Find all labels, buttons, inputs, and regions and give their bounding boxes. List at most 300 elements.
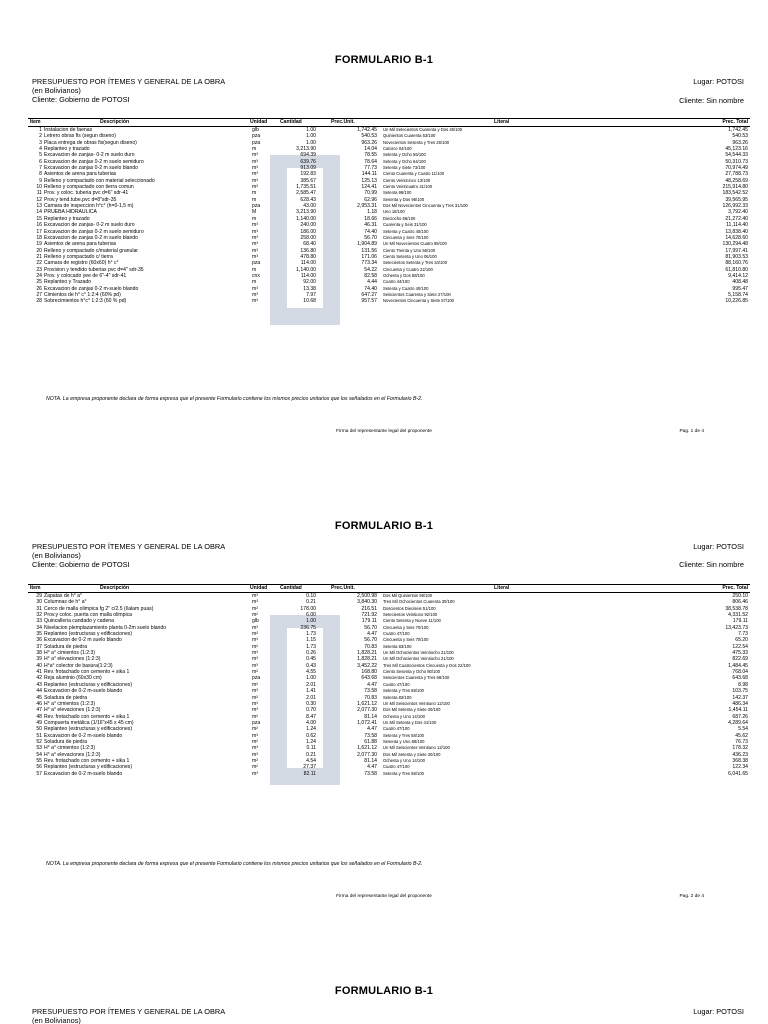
- item-literal: Quinientos Cuarenta 53/100: [383, 133, 436, 139]
- item-unit: m³: [252, 662, 258, 669]
- item-total: 76.73: [735, 738, 748, 745]
- item-total: 3,792.40: [728, 209, 748, 216]
- item-unit-price: 70.83: [364, 694, 377, 701]
- item-unit-price: 4.47: [367, 726, 377, 733]
- item-number: 37: [36, 643, 42, 650]
- item-number: 2: [39, 133, 42, 140]
- item-quantity: 1,140.00: [296, 266, 316, 273]
- item-number: 26: [36, 285, 42, 292]
- item-total: 963.26: [732, 139, 748, 146]
- budget-table-1: [28, 118, 750, 305]
- item-total: 8.98: [738, 681, 748, 688]
- col-desc: Descripción: [100, 119, 130, 125]
- item-number: 8: [39, 171, 42, 178]
- item-literal: Ciento Treinta y Uno 56/100: [383, 247, 436, 253]
- item-quantity: 385.67: [300, 177, 316, 184]
- header-line1: PRESUPUESTO POR ÍTEMES Y GENERAL DE LA OBRA: [32, 542, 226, 551]
- item-unit-price: 540.53: [361, 133, 377, 140]
- item-number: 33: [36, 618, 42, 625]
- item-literal: Dos Mil Quinientos 98/100: [383, 593, 433, 598]
- item-unit: m²: [252, 713, 258, 720]
- item-literal: Cincuenta y Seis 70/100: [383, 234, 429, 240]
- item-unit-price: 73.58: [364, 732, 377, 739]
- item-description: Replanteo (estructuras y edificaciones): [44, 764, 133, 771]
- item-unit: m³: [252, 177, 258, 184]
- item-description: Rev. frotachado con cemento + sika 1: [44, 713, 130, 720]
- item-unit-price: 56.70: [364, 637, 377, 644]
- header-client: Cliente: Gobierno de POTOSI: [32, 560, 130, 569]
- item-unit-price: 62.96: [364, 196, 377, 203]
- item-quantity: 1.41: [306, 688, 316, 695]
- item-unit-price: 1,828.21: [357, 656, 377, 663]
- item-description: Excavacion de zanjas- 0-2 m suelo duro: [44, 152, 135, 159]
- col-item: Item: [30, 119, 41, 125]
- item-total: 27,788.73: [725, 171, 748, 178]
- document-page-1: [0, 0, 768, 490]
- item-unit: m³: [252, 700, 258, 707]
- item-unit-price: 1,621.12: [357, 745, 377, 752]
- header-line2: (en Bolivianos): [32, 86, 81, 95]
- item-quantity: 4.55: [306, 669, 316, 676]
- item-quantity: 1.00: [306, 133, 316, 140]
- item-literal: Cincuenta y Cuatro 22/100: [383, 266, 433, 272]
- item-quantity: 1.00: [306, 675, 316, 682]
- item-quantity: 3,213.90: [296, 146, 316, 153]
- item-description: Columnas de h° a°: [44, 599, 87, 606]
- item-unit-price: 1,828.21: [357, 650, 377, 657]
- item-description: Cerco de malla olimpica fg 2" c/2.5 (l/alam puas): [44, 605, 154, 612]
- item-unit-price: 2,500.98: [357, 593, 377, 599]
- item-number: 40: [36, 662, 42, 669]
- header-place: Lugar: POTOSI: [693, 542, 744, 551]
- item-total: 1,454.11: [728, 707, 748, 714]
- col-qty: Cantidad: [280, 119, 302, 125]
- col-total: Prec. Total: [722, 585, 748, 591]
- item-literal: Ciento Veinticinco 13/100: [383, 177, 431, 183]
- item-description: Cimientos de h° c° 1:2:4 (60% pd): [44, 291, 121, 298]
- item-unit: cnx: [252, 272, 260, 279]
- item-total: 486.34: [732, 700, 748, 707]
- item-literal: Cuatro 44/100: [383, 279, 410, 285]
- item-literal: Setenta 99/100: [383, 190, 412, 196]
- item-number: 11: [36, 190, 42, 197]
- item-literal: Setenta y Cuatro 40/100: [383, 285, 429, 291]
- item-number: 12: [36, 196, 42, 203]
- item-total: 5.54: [738, 726, 748, 733]
- item-total: 13,423.73: [725, 624, 748, 631]
- item-literal: Sesenta y Dos 96/100: [383, 196, 425, 202]
- item-description: Prov.y tend.tube.pvc d=8"sdr-35: [44, 196, 117, 203]
- item-literal: Cuatro 47/100: [383, 764, 410, 770]
- item-literal: Setenta y Tres 58/100: [383, 770, 424, 776]
- item-literal: Un Mil Ochocientos Veintiocho 21/100: [383, 650, 454, 656]
- item-unit: m³: [252, 234, 258, 241]
- item-total: 9,414.12: [728, 272, 748, 279]
- item-number: 16: [36, 222, 42, 229]
- item-unit-price: 74.40: [364, 228, 377, 235]
- item-literal: Setenta y Ocho 64/100: [383, 158, 426, 164]
- item-literal: Ciento Setenta y Uno 06/100: [383, 253, 437, 259]
- item-total: 103.75: [732, 688, 748, 695]
- item-unit-price: 179.11: [361, 618, 377, 625]
- item-total: 17,997.41: [725, 247, 748, 254]
- item-total: 995.47: [732, 285, 748, 292]
- item-number: 22: [36, 260, 42, 267]
- item-number: 25: [36, 279, 42, 286]
- item-total: 126,992.33: [722, 203, 748, 210]
- item-unit: glb: [252, 127, 259, 133]
- item-total: 54,544.33: [725, 152, 748, 159]
- item-number: 15: [36, 215, 42, 222]
- item-literal: Setenta y Cuatro 40/100: [383, 228, 429, 234]
- item-literal: Dos Mil Novecientos Cincuenta y Tres 31/100: [383, 203, 468, 209]
- col-unit: Unidad: [250, 119, 268, 125]
- item-description: Excavacion de zanjas 0-2 m-suelo blando: [44, 285, 139, 292]
- item-description: Sobrecimientos h°c° 1:2:3 (60 % pd): [44, 298, 127, 305]
- item-description: Prov. y coloc. tuberia pvc d=6" sdr-41: [44, 190, 129, 197]
- item-unit-price: 56.70: [364, 624, 377, 631]
- item-description: Excavacion de zanjas 0-2 m suelo blando: [44, 234, 139, 241]
- item-unit: m: [252, 215, 257, 222]
- item-description: Replanteo (estructuras y edificaciones): [44, 631, 133, 638]
- item-number: 46: [36, 700, 42, 707]
- item-number: 31: [36, 605, 42, 612]
- item-description: Replanteo (estructuras y edificaciones): [44, 681, 133, 688]
- item-quantity: 43.00: [303, 203, 316, 210]
- item-unit-price: 3,840.30: [357, 599, 377, 606]
- item-unit-price: 216.51: [361, 605, 377, 612]
- item-description: H° a° elevaciones (1:2:3): [44, 751, 101, 758]
- item-number: 47: [36, 707, 42, 714]
- item-literal: Doscientos Dieciseis 51/100: [383, 605, 436, 611]
- item-unit-price: 81.14: [364, 713, 377, 720]
- item-unit: m³: [252, 688, 258, 695]
- item-description: Prov.y coloc. puerta con malla olimpica: [44, 612, 132, 619]
- item-unit-price: 4.44: [367, 279, 377, 286]
- item-literal: Seiscientos Cuarenta y Siete 27/100: [383, 291, 451, 297]
- item-total: 81,903.53: [725, 253, 748, 260]
- item-number: 27: [36, 291, 42, 298]
- item-total: 11,114.40: [726, 222, 748, 229]
- item-quantity: 7.97: [306, 291, 316, 298]
- item-description: Excavacion de zanjas 0-2 m suelo semiduro: [44, 158, 144, 165]
- item-description: Zapatas de h° a°: [44, 593, 83, 599]
- item-number: 56: [36, 764, 42, 771]
- item-number: 41: [36, 669, 42, 676]
- item-quantity: 2,585.47: [296, 190, 316, 197]
- table-row: [28, 771, 750, 777]
- item-unit-price: 56.70: [364, 234, 377, 241]
- item-quantity: 0.26: [306, 650, 316, 657]
- form-title: FORMULARIO B-1: [334, 985, 434, 997]
- item-unit-price: 144.11: [361, 171, 377, 178]
- item-quantity: 114.00: [300, 272, 316, 279]
- header-block: [32, 1007, 225, 1024]
- item-literal: Tres Mil Ochocientos Cuarenta 30/100: [383, 599, 455, 605]
- item-quantity: 92.00: [303, 279, 316, 286]
- item-unit: pza: [252, 203, 261, 210]
- item-number: 29: [36, 593, 42, 599]
- item-number: 18: [36, 234, 42, 241]
- item-unit-price: 721.92: [361, 612, 377, 619]
- item-total: 122.54: [732, 643, 748, 650]
- item-literal: Dos Mil Setenta y Siete 30/100: [383, 707, 441, 713]
- item-number: 1: [39, 127, 42, 133]
- item-total: 130,294.48: [722, 241, 748, 248]
- item-unit-price: 3,452.22: [357, 662, 377, 669]
- page-number: Pag. 2 de 4: [679, 894, 704, 899]
- item-number: 51: [36, 732, 42, 739]
- item-description: Replanteo (estructuras y edificaciones): [44, 726, 133, 733]
- item-quantity: 0.45: [306, 656, 316, 663]
- item-quantity: 68.40: [303, 241, 316, 248]
- item-description: Camara de inspeccion h°c° (h=0-1,5 m): [44, 203, 134, 210]
- item-description: Instalacion de faenas: [44, 127, 93, 133]
- item-description: H° a° elevaciones (1:2:3): [44, 656, 101, 663]
- item-literal: Tres Mil Cuatrocientos Cincuenta y Dos 22/100: [383, 662, 471, 668]
- document-page-3: [0, 975, 768, 1024]
- item-total: 45,123.16: [725, 146, 748, 153]
- item-literal: Seiscientos Cuarenta y Tres 68/100: [383, 675, 450, 681]
- item-total: 70,974.49: [725, 165, 748, 172]
- item-total: 1,742.45: [728, 127, 748, 133]
- item-unit: m²: [252, 612, 258, 619]
- item-unit: m³: [252, 171, 258, 178]
- item-description: PRUEBA HIDRAULICA: [44, 209, 97, 216]
- item-number: 52: [36, 738, 42, 745]
- item-unit-price: 1,904.89: [357, 241, 377, 248]
- item-unit-price: 70.99: [364, 190, 377, 197]
- item-unit: m³: [252, 732, 258, 739]
- item-description: Asientos de arena para tuberias: [44, 241, 117, 248]
- item-quantity: 1.73: [306, 643, 316, 650]
- item-literal: Novecientos Cincuenta y Siete 57/100: [383, 298, 454, 304]
- item-quantity: 236.75: [300, 624, 316, 631]
- item-unit: m: [252, 190, 257, 197]
- item-number: 10: [36, 184, 42, 191]
- header-client: Cliente: Gobierno de POTOSI: [32, 95, 130, 104]
- item-total: 178.32: [732, 745, 748, 752]
- item-number: 34: [36, 624, 42, 631]
- table-body: [28, 593, 750, 777]
- table-header: [28, 584, 750, 593]
- item-total: 250.10: [732, 593, 748, 599]
- item-unit-price: 124.41: [361, 184, 377, 191]
- item-quantity: 1,735.51: [296, 184, 316, 191]
- item-description: Placa entrega de obras fis(segun diseno): [44, 139, 137, 146]
- item-literal: Ciento Setenta y Nueve 11/100: [383, 618, 441, 624]
- col-desc: Descripción: [100, 585, 130, 591]
- item-literal: Setecientos Veintiuno 92/100: [383, 612, 438, 618]
- item-description: Excavacion de zanjas- 0-2 m suelo duro: [44, 222, 135, 229]
- item-literal: Un Mil Ochocientos Veintiocho 21/100: [383, 656, 454, 662]
- item-literal: Catorce 04/100: [383, 146, 412, 152]
- item-total: 13,838.40: [725, 228, 748, 235]
- item-unit-price: 74.40: [364, 285, 377, 292]
- item-total: 1,484.45: [728, 662, 748, 669]
- item-unit-price: 4.47: [367, 764, 377, 771]
- item-quantity: 478.80: [300, 253, 316, 260]
- item-total: 5,158.74: [728, 291, 748, 298]
- item-unit-price: 168.80: [361, 669, 377, 676]
- document-page-2: [0, 510, 768, 910]
- item-unit: m²: [252, 726, 258, 733]
- item-literal: Cincuenta y Seis 70/100: [383, 624, 429, 630]
- item-total: 65.20: [735, 637, 748, 644]
- item-number: 44: [36, 688, 42, 695]
- item-number: 38: [36, 650, 42, 657]
- item-literal: Dieciocho 66/100: [383, 215, 416, 221]
- item-quantity: 258.00: [300, 234, 316, 241]
- col-total: Prec. Total: [722, 119, 748, 125]
- item-number: 20: [36, 247, 42, 254]
- item-quantity: 10.68: [303, 298, 316, 305]
- item-literal: Setenta 83/100: [383, 694, 412, 700]
- header-line2: (en Bolivianos): [32, 1016, 81, 1024]
- item-description: Quincalleria candado y cadena: [44, 618, 114, 625]
- item-unit-price: 2,953.31: [357, 203, 377, 210]
- item-unit: m²: [252, 669, 258, 676]
- item-description: Soladura de piedra: [44, 643, 88, 650]
- item-quantity: 3,213.90: [296, 209, 316, 216]
- item-quantity: 27.37: [303, 764, 316, 771]
- item-total: 61,810.80: [725, 266, 748, 273]
- item-literal: Ochenta y Uno 14/100: [383, 757, 425, 763]
- item-quantity: 82.11: [303, 770, 316, 777]
- item-total: 822.69: [732, 656, 748, 663]
- item-quantity: 1.24: [306, 726, 316, 733]
- item-unit: m³: [252, 158, 258, 165]
- item-quantity: 1.73: [306, 631, 316, 638]
- item-unit-price: 125.13: [361, 177, 377, 184]
- item-literal: Ciento Sesenta y Ocho 80/100: [383, 669, 441, 675]
- item-literal: Uno 18/100: [383, 209, 405, 215]
- item-quantity: 178.00: [300, 605, 316, 612]
- item-number: 57: [36, 770, 42, 777]
- item-unit-price: 73.58: [364, 688, 377, 695]
- item-literal: Setenta y Siete 73/100: [383, 165, 426, 171]
- item-unit-price: 1,072.41: [357, 719, 377, 726]
- item-unit: m²: [252, 764, 258, 771]
- item-description: Soladura de piedra: [44, 694, 88, 701]
- item-unit: m²: [252, 605, 258, 612]
- item-literal: Setenta y Ocho 55/100: [383, 152, 426, 158]
- item-quantity: 0.30: [306, 700, 316, 707]
- item-total: 183,542.52: [722, 190, 748, 197]
- table-body: [28, 127, 750, 305]
- item-description: Relleno y compactado c/ tierra: [44, 253, 113, 260]
- signature-line: Firma del representante legal del proponente: [336, 894, 432, 899]
- item-literal: Setenta 83/100: [383, 643, 412, 649]
- item-total: 10,226.85: [725, 298, 748, 305]
- item-unit-price: 1,742.45: [357, 127, 377, 133]
- item-quantity: 186.00: [300, 228, 316, 235]
- item-total: 45.62: [735, 732, 748, 739]
- item-unit: pza: [252, 675, 261, 682]
- item-unit: m³: [252, 624, 258, 631]
- item-unit-price: 46.31: [364, 222, 377, 229]
- item-unit: m³: [252, 770, 258, 777]
- item-unit-price: 1,621.12: [357, 700, 377, 707]
- form-title: FORMULARIO B-1: [334, 54, 434, 66]
- item-number: 50: [36, 726, 42, 733]
- item-quantity: 1.00: [306, 618, 316, 625]
- item-literal: Novecientos Sesenta y Tres 26/100: [383, 139, 450, 145]
- item-description: Rev. frotachado con cemento + sika 1: [44, 757, 130, 764]
- item-total: 48,258.69: [725, 177, 748, 184]
- item-number: 3: [39, 139, 42, 146]
- item-literal: Ochenta y Dos 58/100: [383, 272, 425, 278]
- item-unit: m³: [252, 599, 258, 606]
- item-number: 17: [36, 228, 42, 235]
- item-unit-price: 171.06: [361, 253, 377, 260]
- item-number: 6: [39, 158, 42, 165]
- item-quantity: 1,140.00: [296, 215, 316, 222]
- item-unit: m³: [252, 298, 258, 305]
- item-unit-price: 1.18: [367, 209, 377, 216]
- item-total: 806.46: [732, 599, 748, 606]
- item-description: Excavacion de zanjas 0-2 m suelo blando: [44, 165, 139, 172]
- item-unit-price: 4.47: [367, 631, 377, 638]
- col-literal: Literal: [494, 119, 510, 125]
- item-unit: M: [252, 209, 257, 216]
- item-description: Compuerta metálica (1/16"x45 x 45 cm): [44, 719, 134, 726]
- item-unit-price: 643.68: [361, 675, 377, 682]
- item-total: 4,289.64: [728, 719, 748, 726]
- item-unit: pza: [252, 719, 261, 726]
- item-unit: pza: [252, 133, 261, 140]
- item-literal: Ciento Veinticuatro 41/100: [383, 184, 433, 190]
- item-description: Relleno y compactado con material seleccionado: [44, 177, 155, 184]
- item-unit: glb: [252, 618, 259, 625]
- item-unit: m³: [252, 228, 258, 235]
- item-unit-price: 82.58: [364, 272, 377, 279]
- item-number: 24: [36, 272, 42, 279]
- item-description: Provision y tendido tuberias pvc d=4" sdr-35: [44, 266, 144, 273]
- item-quantity: 114.00: [300, 260, 316, 267]
- item-unit-price: 54.22: [364, 266, 377, 273]
- item-total: 179.11: [732, 618, 748, 625]
- item-description: Nivelacion plemplazamiento planta 0-2m suelo blando: [44, 624, 167, 631]
- item-unit-price: 18.66: [364, 215, 377, 222]
- item-description: Soladura de piedra: [44, 738, 88, 745]
- item-unit-price: 2,077.30: [357, 707, 377, 714]
- item-number: 23: [36, 266, 42, 273]
- item-unit: m³: [252, 637, 258, 644]
- item-description: Replanteo y trazado: [44, 215, 90, 222]
- item-total: 4,331.52: [728, 612, 748, 619]
- item-total: 39,565.95: [725, 196, 748, 203]
- item-description: Asientos de arena para tuberias: [44, 171, 117, 178]
- form-title: FORMULARIO B-1: [334, 520, 434, 532]
- item-unit-price: 14.04: [364, 146, 377, 153]
- item-number: 5: [39, 152, 42, 159]
- header-place: Lugar: POTOSI: [693, 77, 744, 86]
- header-block: [32, 542, 225, 569]
- item-description: H° a° elevaciones (1:2:3): [44, 707, 101, 714]
- item-total: 122.34: [732, 764, 748, 771]
- item-unit-price: 131.56: [361, 247, 377, 254]
- item-unit-price: 2,077.30: [357, 751, 377, 758]
- item-literal: Un Mil Setenta y Dos 41/100: [383, 719, 437, 725]
- item-literal: Dos Mil Setenta y Siete 30/100: [383, 751, 441, 757]
- item-description: H° a° cimientos (1:2:3): [44, 650, 96, 657]
- item-total: 6,041.65: [728, 770, 748, 777]
- col-price: Prec.Unit.: [331, 585, 355, 591]
- item-description: Reja aluminio (60x30 cm): [44, 675, 102, 682]
- item-total: 50,310.73: [725, 158, 748, 165]
- item-quantity: 13.38: [303, 285, 316, 292]
